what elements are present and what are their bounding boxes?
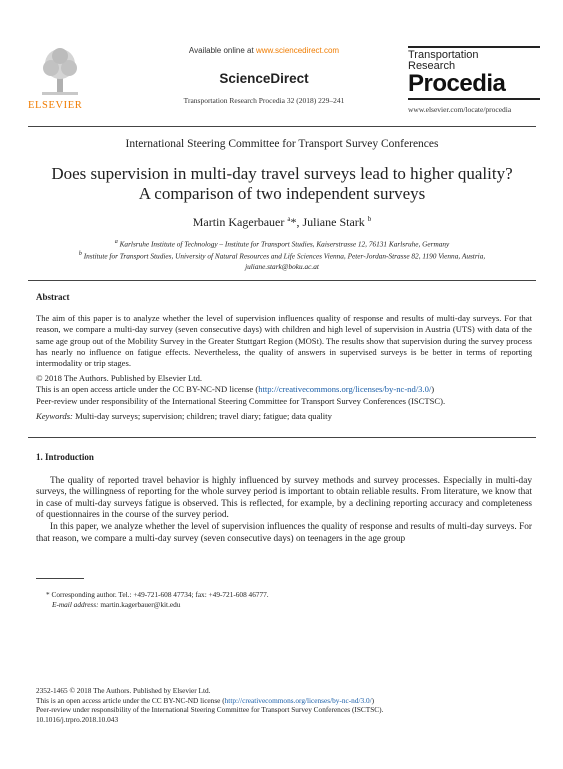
- abstract-top-divider: [28, 280, 536, 281]
- footnote-divider: [36, 578, 84, 579]
- peer-review-line: Peer-review under responsibility of the International Steering Committee for Transport Survey Conferences (ISCTSC).: [36, 395, 446, 406]
- elsevier-tree-icon: [38, 46, 82, 96]
- keywords: Keywords: Multi-day surveys; supervision; children; travel diary; fatigue; data quality: [36, 410, 332, 421]
- bottom-license-line: This is an open access article under the CC BY-NC-ND license (http://creativecommons.org/licenses/by-nc-nd/3.0/): [36, 695, 375, 705]
- sciencedirect-logo: ScienceDirect: [219, 71, 309, 86]
- copyright-line: © 2018 The Authors. Published by Elsevier Ltd.: [36, 373, 203, 384]
- corresponding-email: E-mail address: martin.kagerbauer@kit.edu: [52, 600, 181, 609]
- introduction-section: [36, 452, 532, 545]
- abstract-heading: Abstract: [36, 292, 70, 302]
- bottom-peer-review: Peer-review under responsibility of the International Steering Committee for Transport Survey Conferences (ISCTSC).: [36, 705, 384, 715]
- bottom-license-link[interactable]: http://creativecommons.org/licenses/by-nc-nd/3.0/: [224, 695, 372, 705]
- affiliations: $^a$ Karlsruhe Institute of Technology – Institute for Transport Studies, Kaiserstrasse 12, 76131 Karlsruhe, Germany $^b$ Institute for Transport Studies, University of Natural Resources and Life Sciences Vienna, Peter-Jordan-Strasse 82, 1190 Vienna, Austria, juliane.stark@boku.ac.at: [28, 237, 536, 272]
- author-name: Juliane Stark: [302, 215, 365, 229]
- footnote: [46, 590, 526, 610]
- header-divider: [28, 126, 536, 127]
- author-email: juliane.stark@boku.ac.at: [245, 261, 319, 271]
- elsevier-logo: [28, 46, 100, 116]
- intro-paragraph-1: The quality of reported travel behavior is highly influenced by survey methods and survey processes. Especially in multi-day surveys, the willingness of reporting for the whole survey period is important to obtain reliable results. From literature, we know that in case of multi-day surveys fatigue is observed. This is reflected, for example, by a declining reporting accuracy and completeness of questionnaires in the course of the survey period.: [36, 475, 532, 521]
- section-heading: 1. Introduction: [36, 452, 94, 462]
- license-link[interactable]: http://creativecommons.org/licenses/by-nc-nd/3.0/: [258, 384, 432, 395]
- procedia-line2: Research: [408, 60, 456, 72]
- procedia-logo: [408, 46, 540, 114]
- abstract-bottom-divider: [28, 437, 536, 438]
- abstract-body: The aim of this paper is to analyze whether the level of supervision influences quality of response and results of multi-day surveys. For that reason, we compare a multi-day survey (seven consecutive days) with children and high level of supervision in Austria (UTS) with data of the same age group out of the Mobility Survey in the Greater Stuttgart Region (MOSt). The results show that supervision during the survey process has nearly no influence on fatigue effects. Nevertheless, the quality of answers in supervised surveys is be better in terms of reporting intermodality or trip stages.: [36, 313, 532, 369]
- journal-reference: Transportation Research Procedia 32 (2018) 229–241: [183, 96, 345, 105]
- elsevier-wordmark: ELSEVIER: [28, 100, 83, 111]
- journal-url[interactable]: www.elsevier.com/locate/procedia: [408, 105, 512, 114]
- corresponding-author: * Corresponding author. Tel.: +49-721-608 47734; fax: +49-721-608 46777.: [46, 590, 269, 599]
- issn-line: 2352-1465 © 2018 The Authors. Published by Elsevier Ltd.: [36, 686, 211, 695]
- doi-line[interactable]: 10.1016/j.trpro.2018.10.043: [36, 714, 119, 724]
- procedia-line1: Transportation: [408, 49, 479, 61]
- article-metadata: [36, 686, 532, 724]
- author-list: Martin Kagerbauer $^a$*, Juliane Stark $^b$: [192, 215, 372, 229]
- paper-title: Does supervision in multi-day travel surveys lead to higher quality? A comparison of two independent surveys: [51, 164, 513, 203]
- abstract-section: [36, 292, 532, 422]
- intro-paragraph-2: In this paper, we analyze whether the level of supervision influences the quality of response and results of multi-day surveys. For that reason, we compare a multi-day survey (seven consecutive days) on teenagers in the age group: [36, 521, 532, 544]
- conference-name: International Steering Committee for Transport Survey Conferences: [125, 138, 439, 150]
- author-name: Martin Kagerbauer: [192, 215, 285, 229]
- procedia-wordmark: Procedia: [408, 70, 506, 97]
- available-online: Available online at www.sciencedirect.com: [188, 46, 340, 55]
- journal-header: [28, 40, 540, 124]
- sciencedirect-link[interactable]: www.sciencedirect.com: [255, 46, 340, 55]
- header-center: [148, 46, 380, 105]
- license-line: This is an open access article under the CC BY-NC-ND license (http://creativecommons.org/licenses/by-nc-nd/3.0/): [36, 384, 435, 395]
